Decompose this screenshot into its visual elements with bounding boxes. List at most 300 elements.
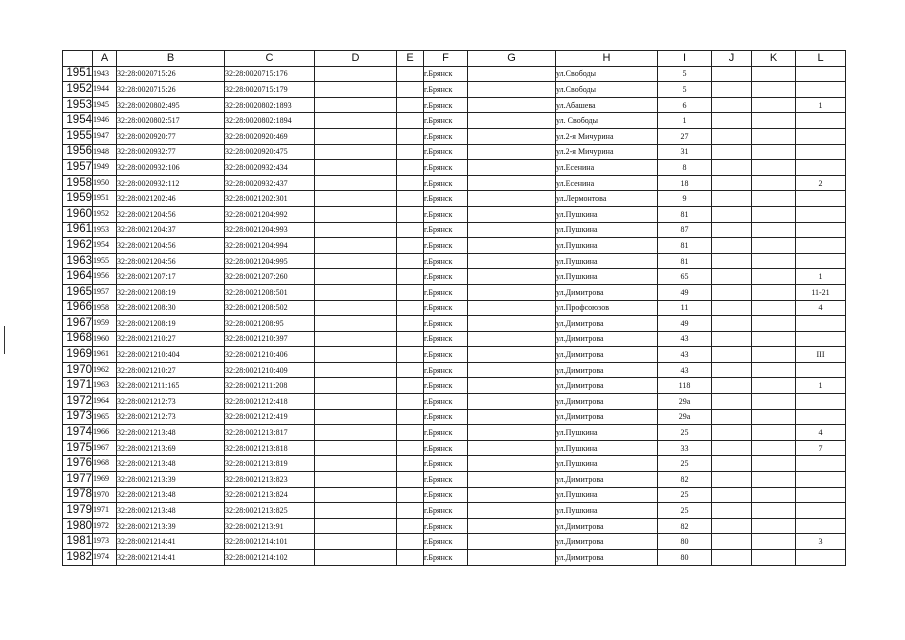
- cell-i[interactable]: 27: [658, 128, 712, 144]
- cell-h[interactable]: ул.Димитрова: [556, 378, 658, 394]
- cell-d[interactable]: [315, 238, 397, 254]
- cell-h[interactable]: ул.2-я Мичурина: [556, 128, 658, 144]
- cell-f[interactable]: г.Брянск: [424, 534, 468, 550]
- cell-e[interactable]: [397, 238, 424, 254]
- cell-c[interactable]: 32:28:0021213:823: [225, 472, 315, 488]
- cell-l[interactable]: [796, 82, 846, 98]
- cell-h[interactable]: ул.Димитрова: [556, 331, 658, 347]
- column-header-c[interactable]: C: [225, 51, 315, 67]
- cell-h[interactable]: ул.Пушкина: [556, 425, 658, 441]
- cell-g[interactable]: [468, 503, 556, 519]
- cell-k[interactable]: [752, 206, 796, 222]
- row-number[interactable]: 1982: [63, 550, 93, 566]
- cell-a[interactable]: 1968: [93, 456, 117, 472]
- cell-d[interactable]: [315, 113, 397, 129]
- cell-j[interactable]: [712, 300, 752, 316]
- cell-j[interactable]: [712, 456, 752, 472]
- cell-c[interactable]: 32:28:0021210:409: [225, 362, 315, 378]
- cell-b[interactable]: 32:28:0021214:41: [117, 534, 225, 550]
- cell-d[interactable]: [315, 378, 397, 394]
- cell-c[interactable]: 32:28:0020920:475: [225, 144, 315, 160]
- cell-k[interactable]: [752, 518, 796, 534]
- cell-d[interactable]: [315, 534, 397, 550]
- cell-l[interactable]: [796, 503, 846, 519]
- cell-c[interactable]: 32:28:0021213:819: [225, 456, 315, 472]
- cell-b[interactable]: 32:28:0021213:48: [117, 425, 225, 441]
- row-number[interactable]: 1951: [63, 66, 93, 82]
- cell-j[interactable]: [712, 284, 752, 300]
- cell-h[interactable]: ул.Пушкина: [556, 440, 658, 456]
- column-header-h[interactable]: H: [556, 51, 658, 67]
- cell-f[interactable]: г.Брянск: [424, 347, 468, 363]
- cell-b[interactable]: 32:28:0021208:19: [117, 316, 225, 332]
- cell-i[interactable]: 82: [658, 472, 712, 488]
- cell-f[interactable]: г.Брянск: [424, 456, 468, 472]
- cell-b[interactable]: 32:28:0020715:26: [117, 66, 225, 82]
- cell-i[interactable]: 5: [658, 66, 712, 82]
- cell-h[interactable]: ул.Пушкина: [556, 238, 658, 254]
- cell-f[interactable]: г.Брянск: [424, 238, 468, 254]
- cell-k[interactable]: [752, 222, 796, 238]
- cell-d[interactable]: [315, 487, 397, 503]
- cell-f[interactable]: г.Брянск: [424, 222, 468, 238]
- cell-e[interactable]: [397, 425, 424, 441]
- cell-c[interactable]: 32:28:0020932:434: [225, 160, 315, 176]
- cell-d[interactable]: [315, 550, 397, 566]
- cell-b[interactable]: 32:28:0021211:165: [117, 378, 225, 394]
- cell-g[interactable]: [468, 128, 556, 144]
- cell-a[interactable]: 1963: [93, 378, 117, 394]
- cell-g[interactable]: [468, 113, 556, 129]
- cell-i[interactable]: 82: [658, 518, 712, 534]
- cell-e[interactable]: [397, 394, 424, 410]
- cell-j[interactable]: [712, 253, 752, 269]
- cell-d[interactable]: [315, 284, 397, 300]
- row-number[interactable]: 1953: [63, 97, 93, 113]
- cell-g[interactable]: [468, 316, 556, 332]
- cell-b[interactable]: 32:28:0020932:77: [117, 144, 225, 160]
- row-number[interactable]: 1969: [63, 347, 93, 363]
- cell-b[interactable]: 32:28:0021204:56: [117, 206, 225, 222]
- cell-l[interactable]: [796, 550, 846, 566]
- cell-e[interactable]: [397, 66, 424, 82]
- cell-c[interactable]: 32:28:0021202:301: [225, 191, 315, 207]
- cell-f[interactable]: г.Брянск: [424, 394, 468, 410]
- cell-l[interactable]: [796, 128, 846, 144]
- cell-k[interactable]: [752, 144, 796, 160]
- cell-g[interactable]: [468, 284, 556, 300]
- cell-a[interactable]: 1957: [93, 284, 117, 300]
- cell-b[interactable]: 32:28:0021213:39: [117, 518, 225, 534]
- row-number[interactable]: 1958: [63, 175, 93, 191]
- cell-d[interactable]: [315, 347, 397, 363]
- cell-c[interactable]: 32:28:0020932:437: [225, 175, 315, 191]
- cell-j[interactable]: [712, 128, 752, 144]
- cell-a[interactable]: 1947: [93, 128, 117, 144]
- column-header-a[interactable]: A: [93, 51, 117, 67]
- cell-a[interactable]: 1944: [93, 82, 117, 98]
- cell-k[interactable]: [752, 300, 796, 316]
- cell-e[interactable]: [397, 487, 424, 503]
- cell-d[interactable]: [315, 425, 397, 441]
- cell-f[interactable]: г.Брянск: [424, 284, 468, 300]
- cell-b[interactable]: 32:28:0021210:27: [117, 331, 225, 347]
- cell-i[interactable]: 43: [658, 347, 712, 363]
- cell-j[interactable]: [712, 503, 752, 519]
- cell-h[interactable]: ул.Лермонтова: [556, 191, 658, 207]
- cell-c[interactable]: 32:28:0021211:208: [225, 378, 315, 394]
- cell-i[interactable]: 43: [658, 331, 712, 347]
- cell-h[interactable]: ул.Профсоюзов: [556, 300, 658, 316]
- cell-f[interactable]: г.Брянск: [424, 503, 468, 519]
- cell-i[interactable]: 87: [658, 222, 712, 238]
- cell-e[interactable]: [397, 472, 424, 488]
- cell-d[interactable]: [315, 206, 397, 222]
- cell-l[interactable]: 1: [796, 97, 846, 113]
- cell-h[interactable]: ул.Димитрова: [556, 472, 658, 488]
- row-number[interactable]: 1971: [63, 378, 93, 394]
- cell-c[interactable]: 32:28:0021204:994: [225, 238, 315, 254]
- cell-f[interactable]: г.Брянск: [424, 128, 468, 144]
- cell-b[interactable]: 32:28:0020802:517: [117, 113, 225, 129]
- cell-a[interactable]: 1949: [93, 160, 117, 176]
- cell-b[interactable]: 32:28:0021210:27: [117, 362, 225, 378]
- cell-f[interactable]: г.Брянск: [424, 82, 468, 98]
- row-number[interactable]: 1952: [63, 82, 93, 98]
- column-header-d[interactable]: D: [315, 51, 397, 67]
- cell-i[interactable]: 29а: [658, 394, 712, 410]
- cell-c[interactable]: 32:28:0021210:406: [225, 347, 315, 363]
- cell-b[interactable]: 32:28:0021204:56: [117, 253, 225, 269]
- cell-e[interactable]: [397, 253, 424, 269]
- row-number[interactable]: 1955: [63, 128, 93, 144]
- cell-e[interactable]: [397, 97, 424, 113]
- cell-e[interactable]: [397, 331, 424, 347]
- cell-i[interactable]: 81: [658, 253, 712, 269]
- cell-a[interactable]: 1958: [93, 300, 117, 316]
- cell-c[interactable]: 32:28:0021208:502: [225, 300, 315, 316]
- cell-c[interactable]: 32:28:0021210:397: [225, 331, 315, 347]
- cell-a[interactable]: 1971: [93, 503, 117, 519]
- row-number[interactable]: 1977: [63, 472, 93, 488]
- cell-b[interactable]: 32:28:0020932:112: [117, 175, 225, 191]
- cell-g[interactable]: [468, 534, 556, 550]
- cell-i[interactable]: 31: [658, 144, 712, 160]
- cell-c[interactable]: 32:28:0020802:1894: [225, 113, 315, 129]
- cell-e[interactable]: [397, 456, 424, 472]
- cell-g[interactable]: [468, 487, 556, 503]
- cell-k[interactable]: [752, 378, 796, 394]
- cell-g[interactable]: [468, 378, 556, 394]
- cell-j[interactable]: [712, 440, 752, 456]
- cell-g[interactable]: [468, 66, 556, 82]
- row-number[interactable]: 1970: [63, 362, 93, 378]
- cell-k[interactable]: [752, 331, 796, 347]
- cell-i[interactable]: 33: [658, 440, 712, 456]
- cell-j[interactable]: [712, 362, 752, 378]
- cell-j[interactable]: [712, 518, 752, 534]
- row-number[interactable]: 1957: [63, 160, 93, 176]
- cell-h[interactable]: ул.Димитрова: [556, 347, 658, 363]
- cell-k[interactable]: [752, 472, 796, 488]
- cell-l[interactable]: [796, 160, 846, 176]
- cell-b[interactable]: 32:28:0021213:48: [117, 503, 225, 519]
- cell-e[interactable]: [397, 82, 424, 98]
- cell-f[interactable]: г.Брянск: [424, 518, 468, 534]
- row-number[interactable]: 1976: [63, 456, 93, 472]
- cell-k[interactable]: [752, 191, 796, 207]
- cell-d[interactable]: [315, 316, 397, 332]
- cell-i[interactable]: 49: [658, 316, 712, 332]
- cell-c[interactable]: 32:28:0021213:91: [225, 518, 315, 534]
- cell-d[interactable]: [315, 253, 397, 269]
- corner-cell[interactable]: [63, 51, 93, 67]
- cell-b[interactable]: 32:28:0020802:495: [117, 97, 225, 113]
- cell-g[interactable]: [468, 409, 556, 425]
- cell-h[interactable]: ул.2-я Мичурина: [556, 144, 658, 160]
- cell-b[interactable]: 32:28:0021212:73: [117, 409, 225, 425]
- cell-i[interactable]: 118: [658, 378, 712, 394]
- cell-c[interactable]: 32:28:0021213:825: [225, 503, 315, 519]
- row-number[interactable]: 1972: [63, 394, 93, 410]
- cell-f[interactable]: г.Брянск: [424, 160, 468, 176]
- cell-b[interactable]: 32:28:0021214:41: [117, 550, 225, 566]
- cell-b[interactable]: 32:28:0021212:73: [117, 394, 225, 410]
- cell-c[interactable]: 32:28:0021204:993: [225, 222, 315, 238]
- cell-e[interactable]: [397, 175, 424, 191]
- cell-a[interactable]: 1956: [93, 269, 117, 285]
- cell-h[interactable]: ул.Димитрова: [556, 394, 658, 410]
- cell-g[interactable]: [468, 456, 556, 472]
- cell-a[interactable]: 1959: [93, 316, 117, 332]
- cell-g[interactable]: [468, 269, 556, 285]
- cell-f[interactable]: г.Брянск: [424, 269, 468, 285]
- cell-h[interactable]: ул.Димитрова: [556, 284, 658, 300]
- cell-a[interactable]: 1964: [93, 394, 117, 410]
- cell-l[interactable]: 11-21: [796, 284, 846, 300]
- cell-j[interactable]: [712, 331, 752, 347]
- cell-i[interactable]: 80: [658, 550, 712, 566]
- row-number[interactable]: 1964: [63, 269, 93, 285]
- row-number[interactable]: 1979: [63, 503, 93, 519]
- cell-j[interactable]: [712, 66, 752, 82]
- row-number[interactable]: 1981: [63, 534, 93, 550]
- row-number[interactable]: 1973: [63, 409, 93, 425]
- cell-e[interactable]: [397, 128, 424, 144]
- cell-f[interactable]: г.Брянск: [424, 113, 468, 129]
- cell-e[interactable]: [397, 316, 424, 332]
- cell-i[interactable]: 49: [658, 284, 712, 300]
- cell-d[interactable]: [315, 503, 397, 519]
- cell-f[interactable]: г.Брянск: [424, 206, 468, 222]
- cell-g[interactable]: [468, 82, 556, 98]
- cell-h[interactable]: ул.Пушкина: [556, 456, 658, 472]
- cell-k[interactable]: [752, 534, 796, 550]
- cell-c[interactable]: 32:28:0021212:419: [225, 409, 315, 425]
- cell-h[interactable]: ул.Абашева: [556, 97, 658, 113]
- cell-d[interactable]: [315, 175, 397, 191]
- cell-e[interactable]: [397, 362, 424, 378]
- column-header-k[interactable]: K: [752, 51, 796, 67]
- cell-k[interactable]: [752, 425, 796, 441]
- cell-l[interactable]: 3: [796, 534, 846, 550]
- cell-l[interactable]: [796, 487, 846, 503]
- cell-j[interactable]: [712, 206, 752, 222]
- cell-d[interactable]: [315, 362, 397, 378]
- cell-j[interactable]: [712, 238, 752, 254]
- cell-d[interactable]: [315, 456, 397, 472]
- cell-l[interactable]: 4: [796, 425, 846, 441]
- cell-i[interactable]: 1: [658, 113, 712, 129]
- column-header-i[interactable]: I: [658, 51, 712, 67]
- cell-f[interactable]: г.Брянск: [424, 425, 468, 441]
- cell-j[interactable]: [712, 269, 752, 285]
- cell-c[interactable]: 32:28:0020802:1893: [225, 97, 315, 113]
- cell-a[interactable]: 1946: [93, 113, 117, 129]
- row-number[interactable]: 1960: [63, 206, 93, 222]
- cell-c[interactable]: 32:28:0020715:179: [225, 82, 315, 98]
- cell-a[interactable]: 1954: [93, 238, 117, 254]
- cell-e[interactable]: [397, 113, 424, 129]
- cell-h[interactable]: ул.Пушкина: [556, 253, 658, 269]
- cell-f[interactable]: г.Брянск: [424, 487, 468, 503]
- cell-e[interactable]: [397, 518, 424, 534]
- cell-h[interactable]: ул.Пушкина: [556, 503, 658, 519]
- cell-b[interactable]: 32:28:0021208:30: [117, 300, 225, 316]
- cell-i[interactable]: 5: [658, 82, 712, 98]
- cell-g[interactable]: [468, 160, 556, 176]
- cell-g[interactable]: [468, 518, 556, 534]
- cell-a[interactable]: 1970: [93, 487, 117, 503]
- cell-i[interactable]: 6: [658, 97, 712, 113]
- cell-l[interactable]: [796, 394, 846, 410]
- cell-l[interactable]: [796, 222, 846, 238]
- cell-e[interactable]: [397, 300, 424, 316]
- cell-j[interactable]: [712, 82, 752, 98]
- cell-j[interactable]: [712, 534, 752, 550]
- cell-j[interactable]: [712, 222, 752, 238]
- row-number[interactable]: 1966: [63, 300, 93, 316]
- cell-h[interactable]: ул.Свободы: [556, 66, 658, 82]
- cell-e[interactable]: [397, 206, 424, 222]
- row-number[interactable]: 1967: [63, 316, 93, 332]
- cell-l[interactable]: [796, 456, 846, 472]
- cell-e[interactable]: [397, 269, 424, 285]
- cell-i[interactable]: 43: [658, 362, 712, 378]
- cell-c[interactable]: 32:28:0021214:102: [225, 550, 315, 566]
- cell-l[interactable]: 1: [796, 269, 846, 285]
- cell-k[interactable]: [752, 362, 796, 378]
- cell-c[interactable]: 32:28:0020920:469: [225, 128, 315, 144]
- cell-e[interactable]: [397, 347, 424, 363]
- cell-e[interactable]: [397, 503, 424, 519]
- cell-h[interactable]: ул. Свободы: [556, 113, 658, 129]
- cell-c[interactable]: 32:28:0021213:818: [225, 440, 315, 456]
- cell-g[interactable]: [468, 253, 556, 269]
- cell-b[interactable]: 32:28:0021210:404: [117, 347, 225, 363]
- cell-a[interactable]: 1955: [93, 253, 117, 269]
- row-number[interactable]: 1978: [63, 487, 93, 503]
- cell-k[interactable]: [752, 160, 796, 176]
- cell-b[interactable]: 32:28:0021213:69: [117, 440, 225, 456]
- cell-a[interactable]: 1965: [93, 409, 117, 425]
- cell-a[interactable]: 1962: [93, 362, 117, 378]
- cell-j[interactable]: [712, 175, 752, 191]
- cell-k[interactable]: [752, 284, 796, 300]
- cell-a[interactable]: 1951: [93, 191, 117, 207]
- row-number[interactable]: 1963: [63, 253, 93, 269]
- cell-a[interactable]: 1952: [93, 206, 117, 222]
- cell-a[interactable]: 1973: [93, 534, 117, 550]
- cell-f[interactable]: г.Брянск: [424, 144, 468, 160]
- cell-c[interactable]: 32:28:0021207:260: [225, 269, 315, 285]
- cell-h[interactable]: ул.Свободы: [556, 82, 658, 98]
- cell-f[interactable]: г.Брянск: [424, 378, 468, 394]
- cell-f[interactable]: г.Брянск: [424, 97, 468, 113]
- cell-j[interactable]: [712, 160, 752, 176]
- cell-f[interactable]: г.Брянск: [424, 331, 468, 347]
- cell-j[interactable]: [712, 425, 752, 441]
- cell-i[interactable]: 8: [658, 160, 712, 176]
- cell-h[interactable]: ул.Есенина: [556, 160, 658, 176]
- cell-d[interactable]: [315, 160, 397, 176]
- cell-j[interactable]: [712, 347, 752, 363]
- cell-i[interactable]: 25: [658, 456, 712, 472]
- cell-l[interactable]: 1: [796, 378, 846, 394]
- cell-j[interactable]: [712, 113, 752, 129]
- cell-b[interactable]: 32:28:0020932:106: [117, 160, 225, 176]
- cell-k[interactable]: [752, 347, 796, 363]
- cell-h[interactable]: ул.Димитрова: [556, 409, 658, 425]
- row-number[interactable]: 1968: [63, 331, 93, 347]
- cell-g[interactable]: [468, 362, 556, 378]
- cell-d[interactable]: [315, 331, 397, 347]
- cell-b[interactable]: 32:28:0021204:56: [117, 238, 225, 254]
- cell-a[interactable]: 1960: [93, 331, 117, 347]
- cell-c[interactable]: 32:28:0021208:95: [225, 316, 315, 332]
- cell-e[interactable]: [397, 284, 424, 300]
- cell-k[interactable]: [752, 456, 796, 472]
- row-number[interactable]: 1956: [63, 144, 93, 160]
- row-number[interactable]: 1980: [63, 518, 93, 534]
- cell-h[interactable]: ул.Димитрова: [556, 518, 658, 534]
- cell-f[interactable]: г.Брянск: [424, 550, 468, 566]
- cell-a[interactable]: 1961: [93, 347, 117, 363]
- cell-l[interactable]: [796, 191, 846, 207]
- row-number[interactable]: 1975: [63, 440, 93, 456]
- cell-g[interactable]: [468, 97, 556, 113]
- cell-l[interactable]: 7: [796, 440, 846, 456]
- cell-f[interactable]: г.Брянск: [424, 440, 468, 456]
- cell-b[interactable]: 32:28:0021213:48: [117, 487, 225, 503]
- cell-h[interactable]: ул.Димитрова: [556, 362, 658, 378]
- row-number[interactable]: 1961: [63, 222, 93, 238]
- cell-a[interactable]: 1945: [93, 97, 117, 113]
- row-number[interactable]: 1954: [63, 113, 93, 129]
- cell-k[interactable]: [752, 409, 796, 425]
- cell-d[interactable]: [315, 97, 397, 113]
- cell-l[interactable]: [796, 113, 846, 129]
- cell-l[interactable]: [796, 472, 846, 488]
- cell-e[interactable]: [397, 440, 424, 456]
- cell-a[interactable]: 1966: [93, 425, 117, 441]
- cell-k[interactable]: [752, 503, 796, 519]
- column-header-j[interactable]: J: [712, 51, 752, 67]
- cell-l[interactable]: [796, 362, 846, 378]
- cell-g[interactable]: [468, 206, 556, 222]
- cell-i[interactable]: 80: [658, 534, 712, 550]
- row-number[interactable]: 1959: [63, 191, 93, 207]
